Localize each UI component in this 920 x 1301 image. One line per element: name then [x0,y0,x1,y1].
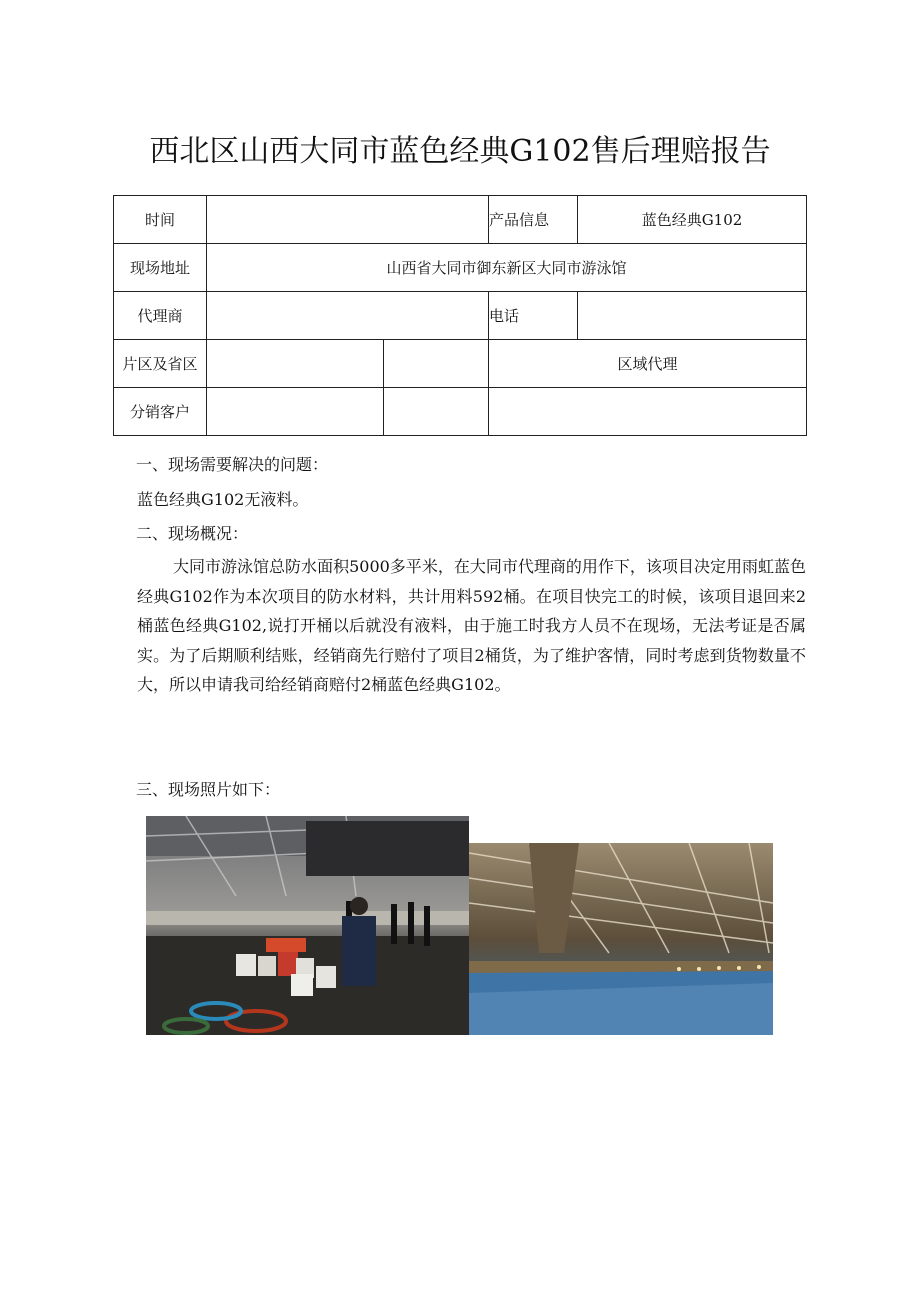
report-title: 西北区山西大同市蓝色经典G102售后理赔报告 [149,134,771,169]
distributor-value-2 [384,388,489,436]
site-photo-2 [469,843,773,1035]
agent-label: 代理商 [114,292,207,340]
distributor-value-3 [489,388,807,436]
distributor-label: 分销客户 [114,388,207,436]
agent-value [207,292,489,340]
row-region [114,340,807,388]
row-address [114,244,807,292]
distributor-value-1 [207,388,384,436]
row-agent [114,292,807,340]
section3-heading: 三、现场照片如下： [136,780,281,799]
address-label: 现场地址 [114,244,207,292]
section2-body: 大同市游泳馆总防水面积5000多平米，在大同市代理商的用作下，该项目决定用雨虹蓝色经典G102作为本次项目的防水材料，共计用料592桶。在项目快完工的时候，该项目退回来2桶蓝色经典G102,说打开桶以后就没有液料，由于施工时我方人员不在现场，无法考证是否属实。为了后期顺利结账，经销商先行赔付了项目2桶货，为了维护客情，同时考虑到货物数量不大，所以申请我司给经销商赔付2桶蓝色经典G102。 [137,557,806,694]
phone-label: 电话 [489,292,578,340]
product-label: 产品信息 [489,196,578,244]
time-value [207,196,489,244]
row-time [114,196,807,244]
site-photo-1 [146,816,469,1035]
region-value-2 [384,340,489,388]
region-agent-label: 区域代理 [489,340,807,388]
product-value: 蓝色经典G102 [578,196,807,244]
time-label: 时间 [114,196,207,244]
region-value-1 [207,340,384,388]
info-table [113,195,807,436]
row-distributor [114,388,807,436]
section1-heading: 一、现场需要解决的问题： [136,455,329,474]
phone-value [578,292,807,340]
section2-heading: 二、现场概况： [136,524,249,543]
section1-body: 蓝色经典G102无液料。 [137,490,309,509]
address-value: 山西省大同市御东新区大同市游泳馆 [207,244,807,292]
region-label: 片区及省区 [114,340,207,388]
